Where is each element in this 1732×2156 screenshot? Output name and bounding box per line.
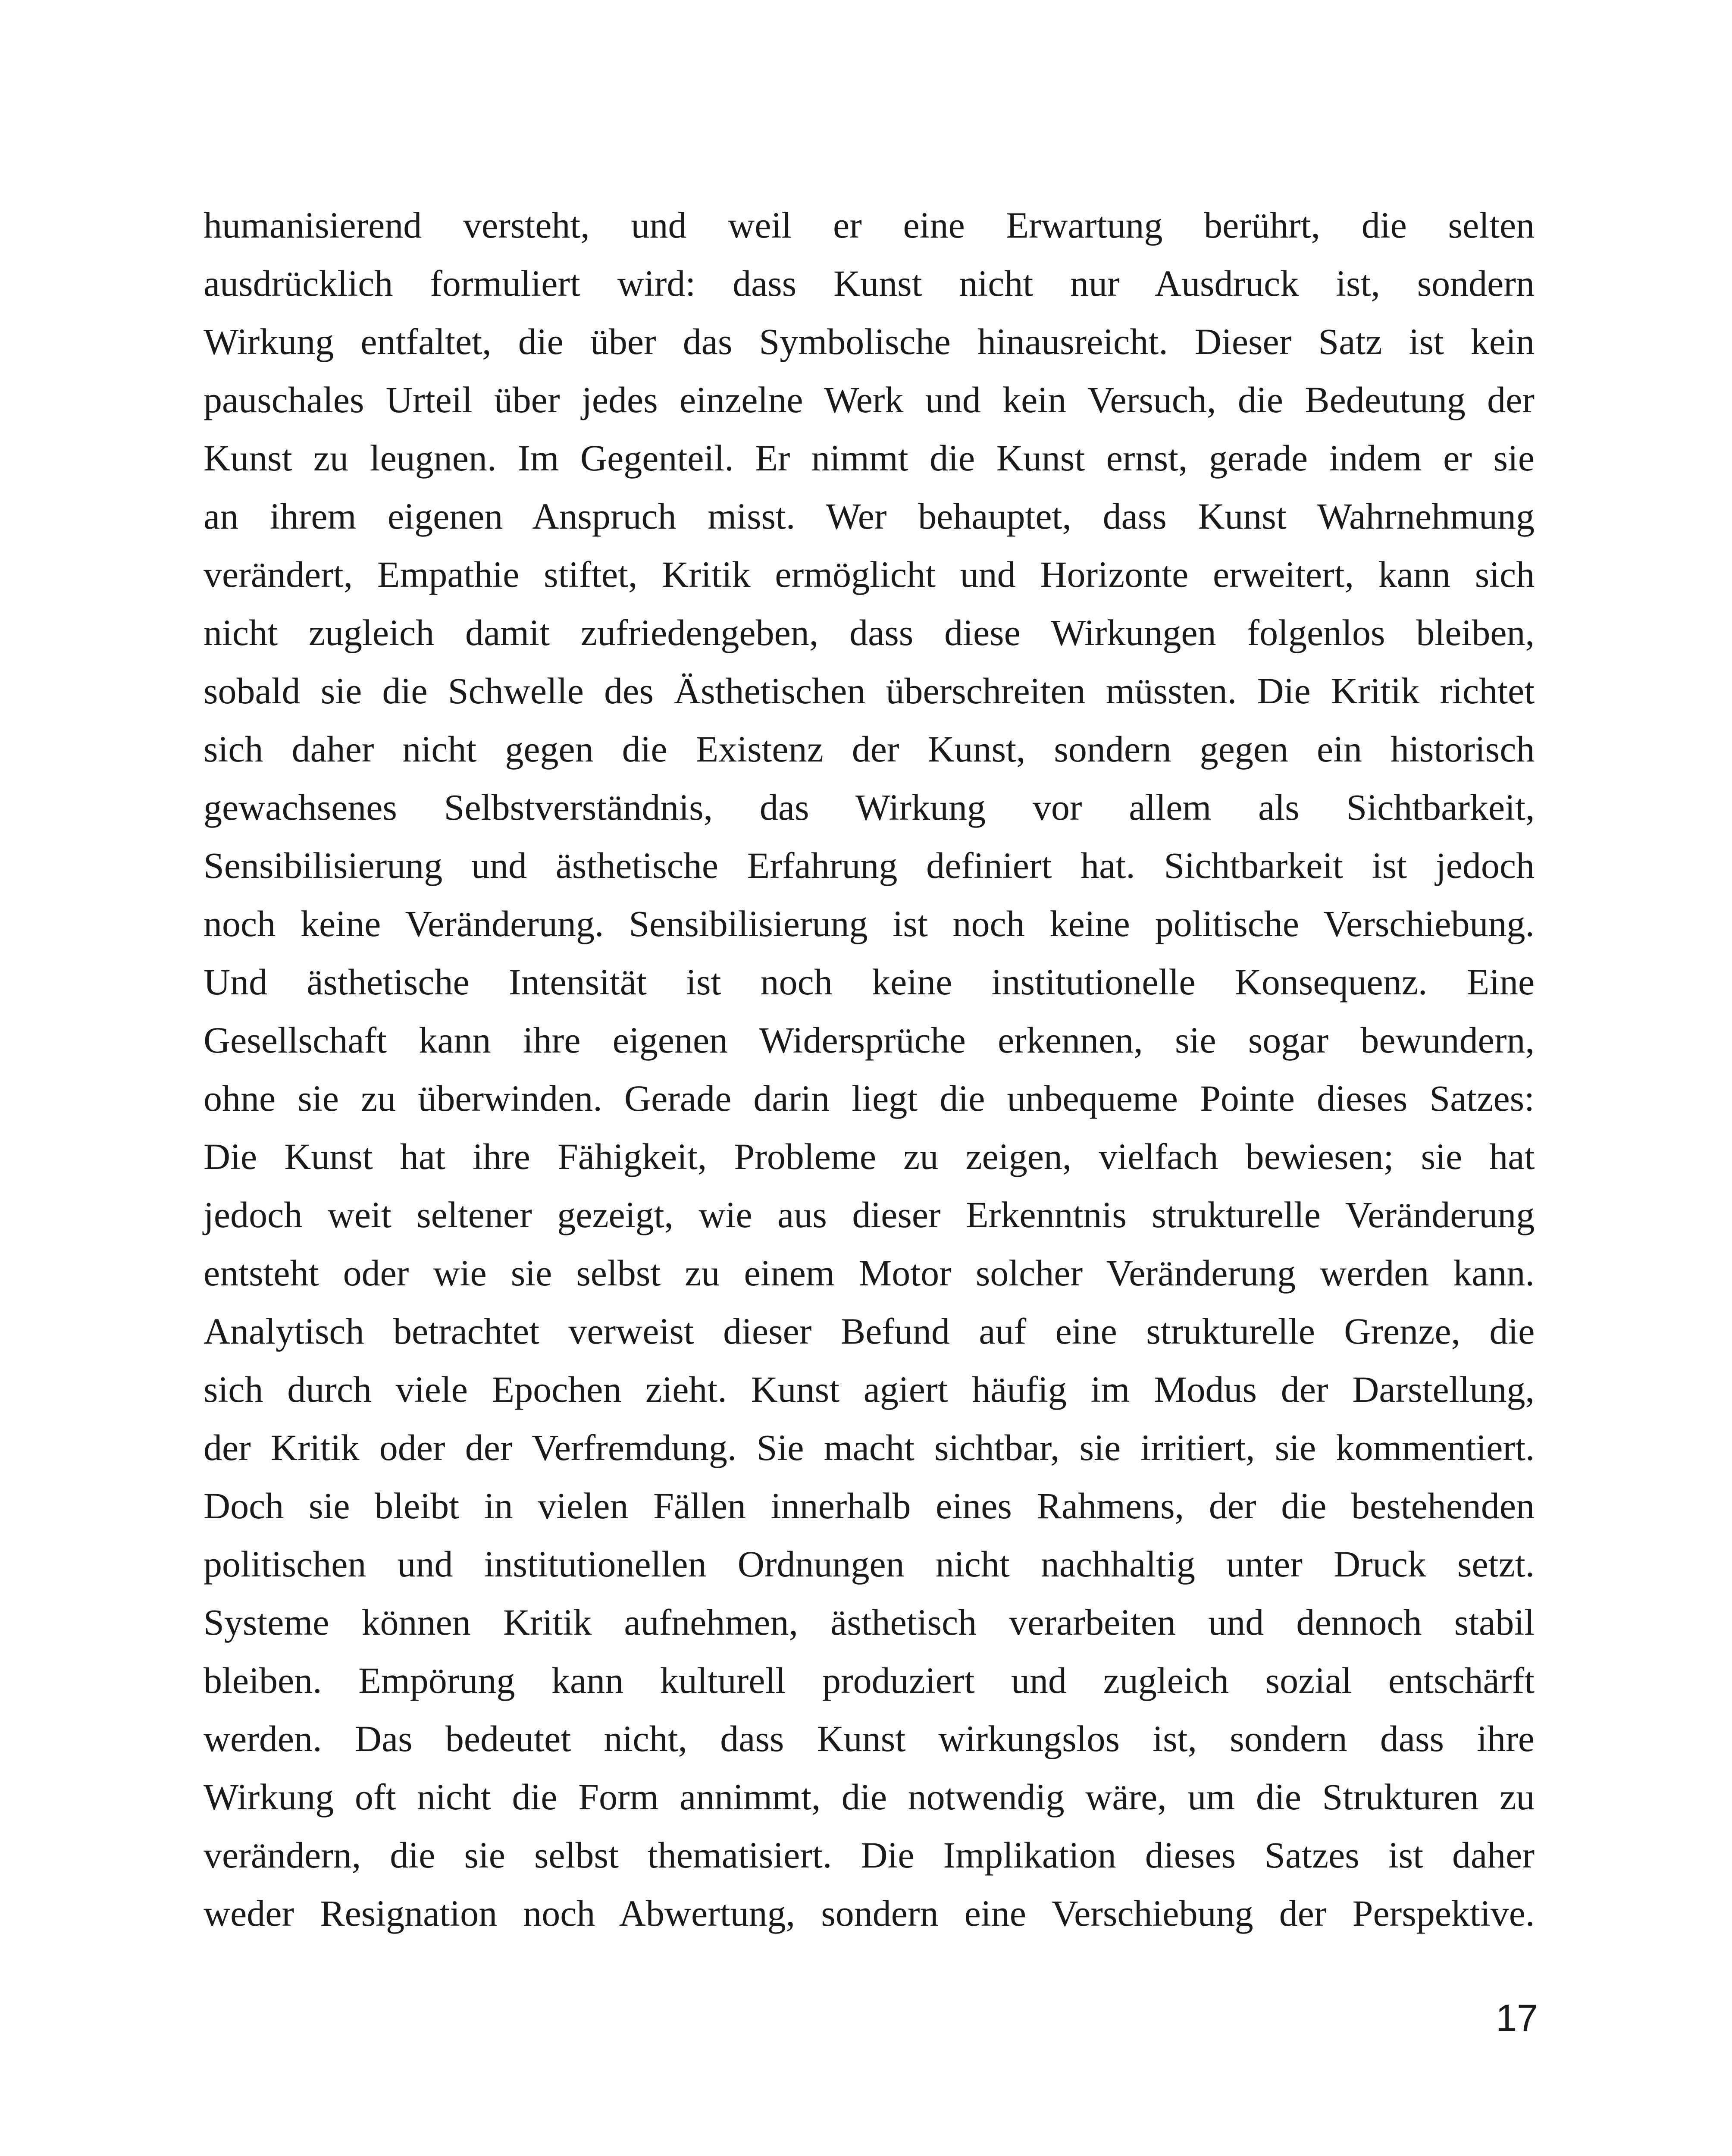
text-line: jedoch weit seltener gezeigt, wie aus dieser Erkenntnis strukturelle Veränderung (204, 1194, 1535, 1235)
text-line: Wirkung oft nicht die Form annimmt, die notwendig wäre, um die Strukturen zu (204, 1776, 1535, 1818)
text-line: sich daher nicht gegen die Existenz der Kunst, sondern gegen ein historisch (204, 728, 1535, 770)
text-line: Die Kunst hat ihre Fähigkeit, Probleme zu zeigen, vielfach bewiesen; sie hat (204, 1136, 1535, 1177)
text-line: noch keine Veränderung. Sensibilisierung ist noch keine politische Verschiebung. (204, 903, 1535, 944)
text-line: werden. Das bedeutet nicht, dass Kunst wirkungslos ist, sondern dass ihre (204, 1718, 1535, 1759)
body-paragraph (204, 196, 1535, 1943)
text-line: sich durch viele Epochen zieht. Kunst agiert häufig im Modus der Darstellung, (204, 1369, 1535, 1410)
text-line: ohne sie zu überwinden. Gerade darin liegt die unbequeme Pointe dieses Satzes: (204, 1078, 1535, 1119)
text-line: verändert, Empathie stiftet, Kritik ermöglicht und Horizonte erweitert, kann sich (204, 554, 1535, 595)
text-line: Kunst zu leugnen. Im Gegenteil. Er nimmt die Kunst ernst, gerade indem er sie (204, 437, 1535, 479)
text-line: Analytisch betrachtet verweist dieser Befund auf eine strukturelle Grenze, die (204, 1310, 1535, 1352)
text-line: weder Resignation noch Abwertung, sondern eine Verschiebung der Perspektive. (204, 1893, 1535, 1934)
text-line: ausdrücklich formuliert wird: dass Kunst nicht nur Ausdruck ist, sondern (204, 263, 1535, 304)
text-line: politischen und institutionellen Ordnungen nicht nachhaltig unter Druck setzt. (204, 1543, 1535, 1585)
text-line: sobald sie die Schwelle des Ästhetischen überschreiten müssten. Die Kritik richtet (204, 670, 1535, 711)
text-line: Doch sie bleibt in vielen Fällen innerhalb eines Rahmens, der die bestehenden (204, 1485, 1535, 1526)
text-line: Gesellschaft kann ihre eigenen Widersprüche erkennen, sie sogar bewundern, (204, 1019, 1535, 1061)
text-line: humanisierend versteht, und weil er eine Erwartung berührt, die selten (204, 204, 1535, 246)
text-line: entsteht oder wie sie selbst zu einem Motor solcher Veränderung werden kann. (204, 1252, 1535, 1294)
page-number: 17 (1496, 1996, 1538, 2039)
text-line: der Kritik oder der Verfremdung. Sie macht sichtbar, sie irritiert, sie kommentiert. (204, 1427, 1535, 1468)
text-line: verändern, die sie selbst thematisiert. Die Implikation dieses Satzes ist daher (204, 1834, 1535, 1876)
text-line: Sensibilisierung und ästhetische Erfahrung definiert hat. Sichtbarkeit ist jedoch (204, 845, 1535, 886)
text-line: gewachsenes Selbstverständnis, das Wirkung vor allem als Sichtbarkeit, (204, 787, 1535, 828)
text-line: nicht zugleich damit zufriedengeben, dass diese Wirkungen folgenlos bleiben, (204, 612, 1535, 653)
text-line: Wirkung entfaltet, die über das Symbolische hinausreicht. Dieser Satz ist kein (204, 321, 1535, 362)
text-line: bleiben. Empörung kann kulturell produziert und zugleich sozial entschärft (204, 1660, 1535, 1701)
text-line: Systeme können Kritik aufnehmen, ästhetisch verarbeiten und dennoch stabil (204, 1601, 1535, 1643)
text-line: Und ästhetische Intensität ist noch keine institutionelle Konsequenz. Eine (204, 961, 1535, 1003)
text-line: an ihrem eigenen Anspruch misst. Wer behauptet, dass Kunst Wahrnehmung (204, 495, 1535, 537)
text-line: pauschales Urteil über jedes einzelne Werk und kein Versuch, die Bedeutung der (204, 379, 1535, 420)
